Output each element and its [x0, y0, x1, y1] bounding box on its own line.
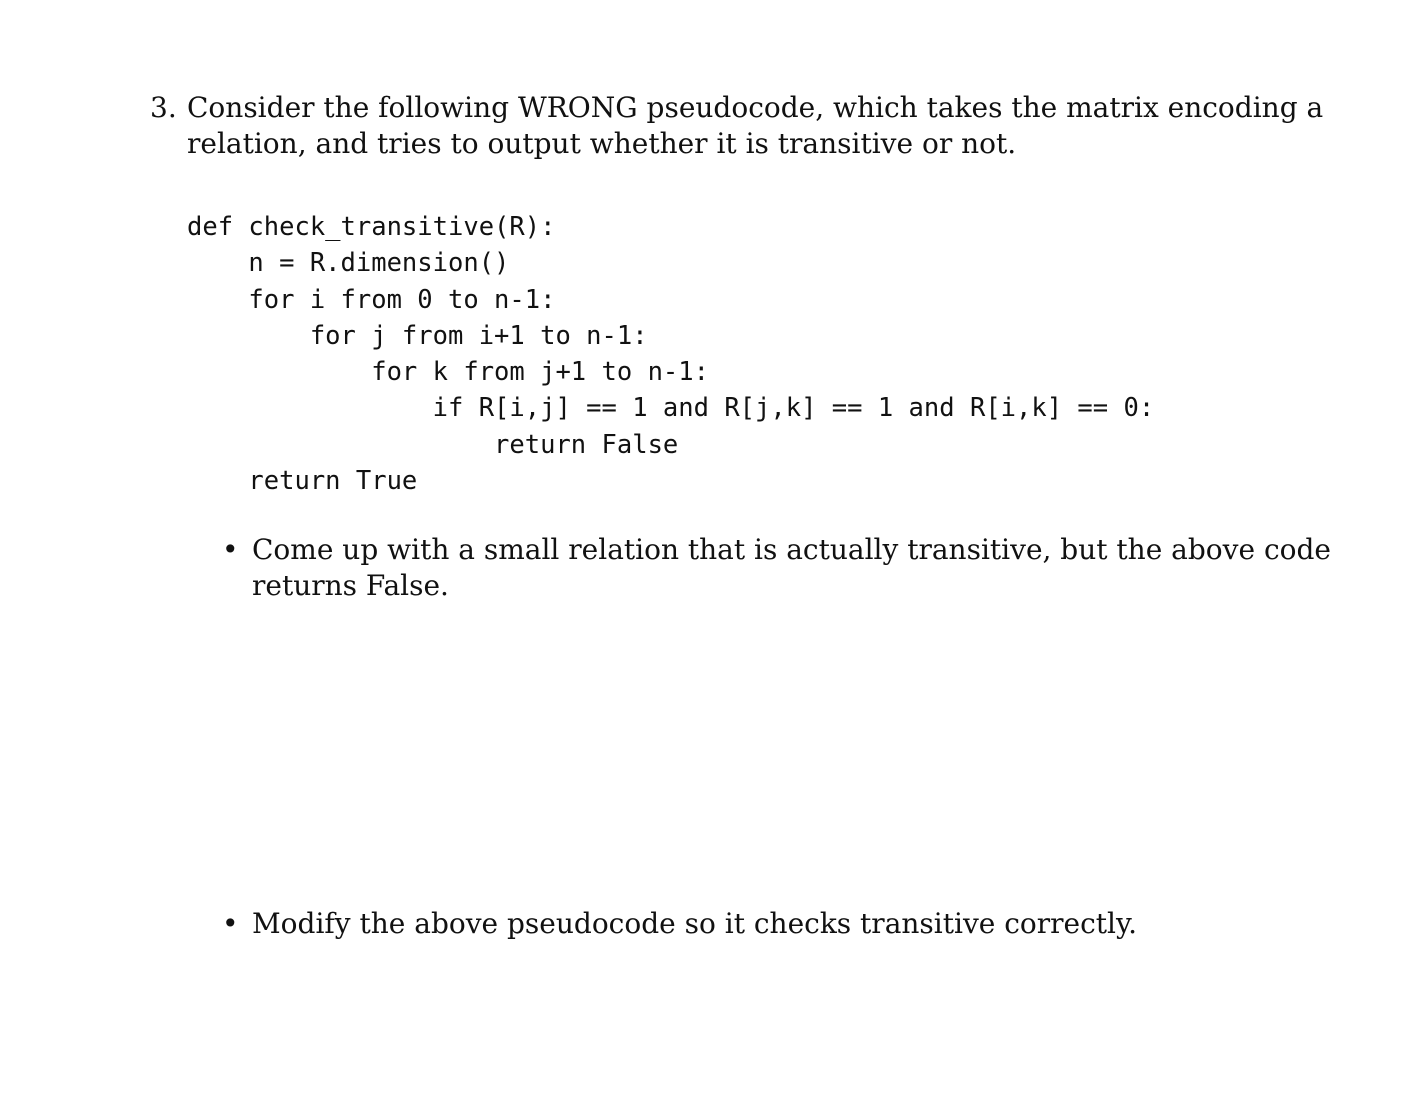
problem-statement: [187, 90, 1324, 162]
problem-statement-line: Consider the following WRONG pseudocode, which takes the matrix encoding a: [187, 91, 1324, 124]
code-line: for j from i+1 to n-1:: [187, 320, 648, 351]
subquestion-line: Come up with a small relation that is actually transitive, but the above code: [252, 533, 1331, 566]
code-line: n = R.dimension(): [187, 248, 510, 279]
code-line: return True: [187, 466, 418, 497]
code-line: return False: [187, 429, 679, 460]
bullet-icon: •: [222, 907, 239, 940]
subquestion-line: Modify the above pseudocode so it checks transitive correctly.: [252, 907, 1138, 940]
problem-number: 3.: [150, 91, 177, 124]
code-line: for i from 0 to n-1:: [187, 284, 556, 315]
bullet-icon: •: [222, 533, 239, 566]
subquestion-counterexample: [252, 532, 1331, 604]
subquestion-line: returns False.: [252, 569, 449, 602]
pseudocode-block: [187, 209, 1154, 499]
problem-statement-line: relation, and tries to output whether it is transitive or not.: [187, 127, 1017, 160]
code-line: for k from j+1 to n-1:: [187, 357, 709, 388]
code-line: if R[i,j] == 1 and R[j,k] == 1 and R[i,k] == 0:: [187, 393, 1155, 424]
subquestion-fix-code: [252, 906, 1242, 942]
code-line: def check_transitive(R):: [187, 212, 556, 242]
